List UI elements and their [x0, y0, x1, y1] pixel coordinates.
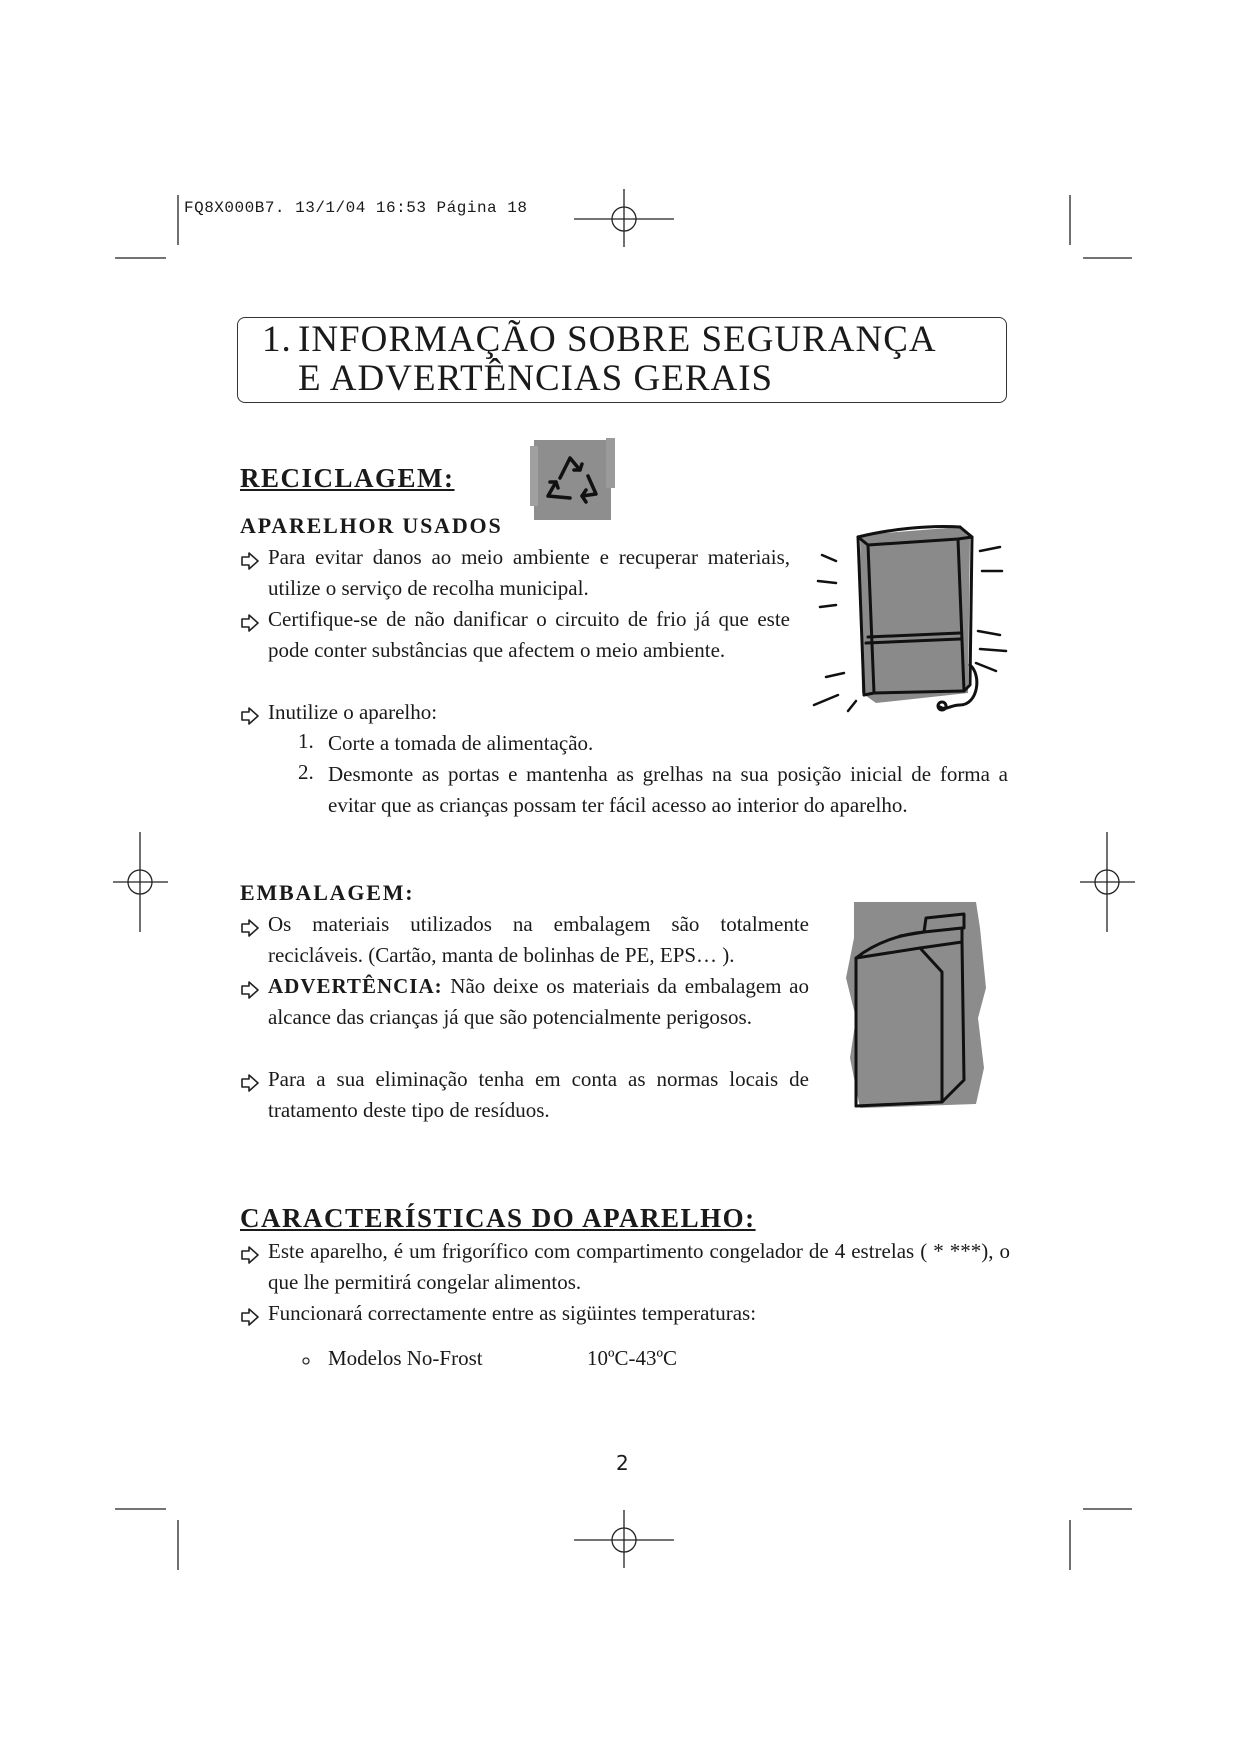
- arrow-bullet-icon: [240, 918, 260, 938]
- page-title-line1: INFORMAÇÃO SOBRE SEGURANÇA: [298, 319, 937, 360]
- reciclagem-heading: RECICLAGEM:: [240, 463, 455, 493]
- arrow-bullet-icon: [240, 1245, 260, 1265]
- arrow-bullet-icon: [240, 1073, 260, 1093]
- recycle-icon: [530, 436, 615, 524]
- print-info: FQ8X000B7. 13/1/04 16:53 Página 18: [184, 199, 528, 217]
- fridge-illustration: [810, 515, 1010, 715]
- box-illustration: [840, 898, 990, 1113]
- arrow-bullet-icon: [240, 1307, 260, 1327]
- reciclagem-bullet-2: Certifique-se de não danificar o circuito de frio já que este pode conter substâncias que afectem o meio ambiente.: [268, 607, 790, 662]
- caracteristicas-bullet-1: Este aparelho, é um frigorífico com compartimento congelador de 4 estrelas ( * ***), o que lhe permitirá congelar alimentos.: [268, 1239, 1010, 1294]
- arrow-bullet-icon: [240, 613, 260, 633]
- warning-label: ADVERTÊNCIA:: [268, 974, 443, 998]
- caracteristicas-bullet-2: Funcionará correctamente entre as sigüintes temperaturas:: [268, 1301, 757, 1325]
- step-text: Desmonte as portas e mantenha as grelhas na sua posição inicial de forma a evitar que as crianças possam ter fácil acesso ao interior do aparelho.: [328, 762, 1008, 817]
- arrow-bullet-icon: [240, 551, 260, 571]
- reciclagem-subheading: APARELHOR USADOS: [240, 513, 503, 538]
- warning-text: Não deixe os materiais da embalagem ao alcance das crianças já que são potencialmente perigosos.: [268, 974, 809, 1029]
- page-title-line2: E ADVERTÊNCIAS GERAIS: [298, 358, 774, 399]
- reciclagem-bullet-3: Inutilize o aparelho:: [268, 700, 438, 724]
- page-number: 2: [616, 1451, 629, 1475]
- model-label: Modelos No-Frost: [328, 1346, 483, 1370]
- arrow-bullet-icon: [240, 980, 260, 1000]
- model-temperature-range: 10ºC-43ºC: [587, 1346, 678, 1370]
- embalagem-bullet-3: Para a sua eliminação tenha em conta as normas locais de tratamento deste tipo de resíduos.: [268, 1067, 809, 1122]
- caracteristicas-heading: CARACTERÍSTICAS DO APARELHO:: [240, 1203, 756, 1233]
- section-number: 1.: [262, 319, 292, 360]
- step-number: 2.: [298, 760, 314, 784]
- registration-mark-right: [1080, 832, 1135, 932]
- arrow-bullet-icon: [240, 706, 260, 726]
- registration-mark-left: [113, 832, 168, 932]
- registration-mark-bottom: [574, 1510, 674, 1570]
- embalagem-bullet-1: Os materiais utilizados na embalagem são totalmente recicláveis. (Cartão, manta de bolinhas de PE, EPS… ).: [268, 912, 809, 967]
- embalagem-warning: [268, 971, 809, 1033]
- step-number: 1.: [298, 729, 314, 753]
- registration-mark-top: [574, 187, 674, 247]
- embalagem-heading: EMBALAGEM:: [240, 880, 415, 905]
- step-text: Corte a tomada de alimentação.: [328, 731, 594, 755]
- circle-bullet-icon: [301, 1356, 311, 1366]
- reciclagem-bullet-1: Para evitar danos ao meio ambiente e recuperar materiais, utilize o serviço de recolha municipal.: [268, 545, 790, 600]
